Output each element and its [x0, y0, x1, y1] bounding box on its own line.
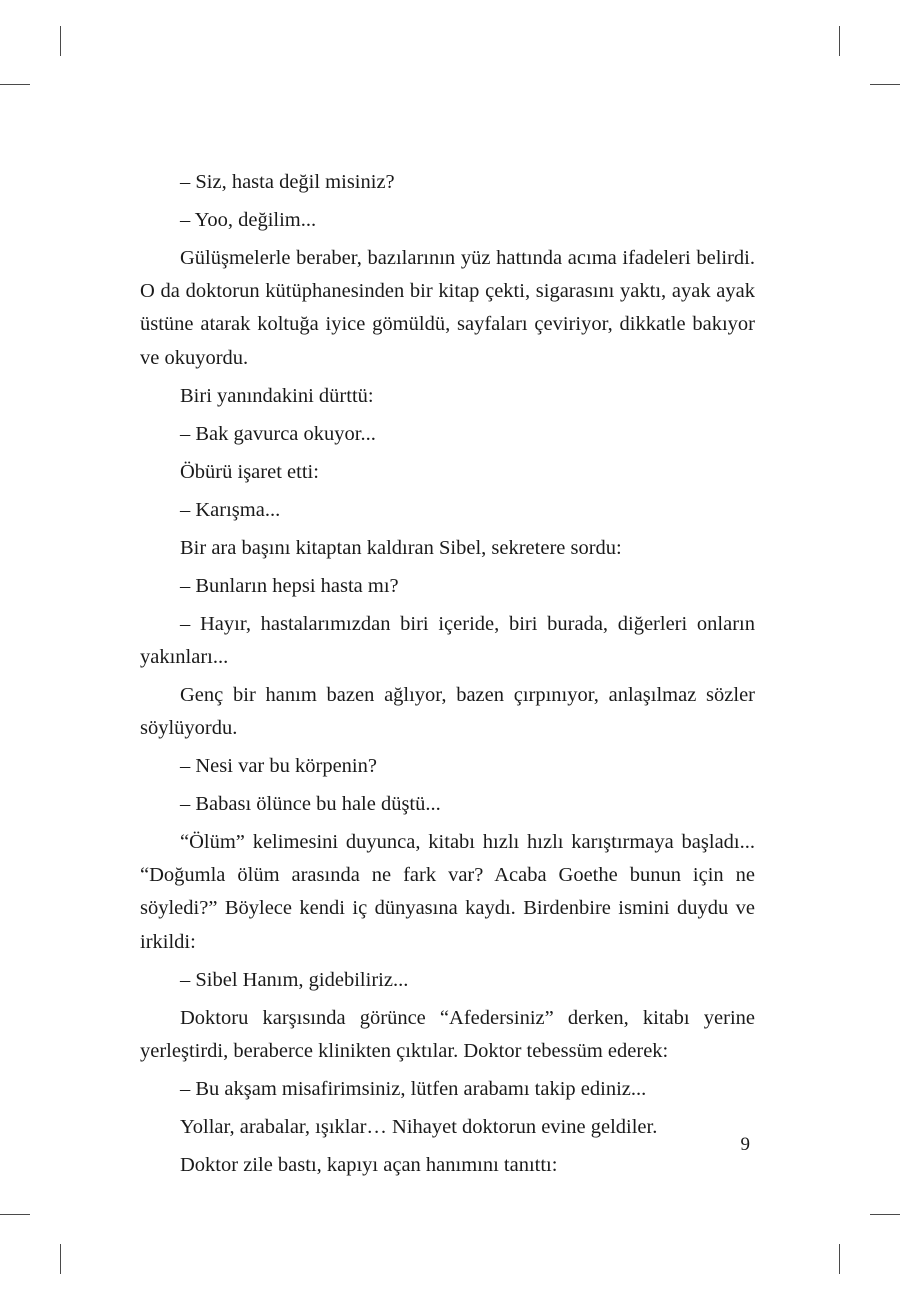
- narrative-paragraph: Yollar, arabalar, ışıklar… Nihayet doktorun evine geldiler.: [180, 1115, 658, 1138]
- narrative-paragraph: Bir ara başını kitaptan kaldıran Sibel, sekretere sordu:: [180, 536, 622, 559]
- crop-mark-bottom-right-vertical: [839, 1244, 840, 1274]
- narrative-paragraph: Gülüşmelerle beraber, bazılarının yüz hattında acıma ifadeleri belirdi. O da doktorun kütüphanesinden bir kitap çekti, sigarasını yaktı, ayak ayak üstüne atarak koltuğa iyice gömüldü, sayfaları çeviriyor, dikkatle bakıyor ve okuyordu.: [140, 247, 755, 369]
- page-body-text: [140, 166, 755, 1187]
- narrative-paragraph: Öbürü işaret etti:: [180, 460, 319, 483]
- narrative-paragraph: – Hayır, hastalarımızdan biri içeride, biri burada, diğerleri onların yakınları...: [140, 612, 755, 668]
- narrative-paragraph: Biri yanındakini dürttü:: [180, 384, 374, 407]
- crop-mark-top-left-horizontal: [0, 84, 30, 85]
- dialogue-line: – Karışma...: [180, 498, 281, 521]
- dialogue-line: – Bak gavurca okuyor...: [180, 422, 376, 445]
- dialogue-line: – Yoo, değilim...: [180, 209, 317, 231]
- narrative-paragraph: “Ölüm” kelimesini duyunca, kitabı hızlı hızlı karıştırmaya başladı... “Doğumla ölüm arasında ne fark var? Acaba Goethe bunun için ne söyledi?” Böylece kendi iç dünyasına kaydı. Birdenbire ismini duydu ve irkildi:: [140, 831, 755, 953]
- dialogue-line: – Sibel Hanım, gidebiliriz...: [180, 968, 409, 991]
- crop-mark-bottom-left-horizontal: [0, 1214, 30, 1215]
- dialogue-line: – Siz, hasta değil misiniz?: [180, 171, 395, 193]
- dialogue-line: – Nesi var bu körpenin?: [180, 755, 377, 778]
- dialogue-line: – Bu akşam misafirimsiniz, lütfen arabamı takip ediniz...: [180, 1077, 647, 1100]
- page-number: 9: [740, 1134, 750, 1155]
- crop-mark-bottom-left-vertical: [60, 1244, 61, 1274]
- crop-mark-top-left-vertical: [60, 26, 61, 56]
- narrative-paragraph: Doktoru karşısında görünce “Afedersiniz” derken, kitabı yerine yerleştirdi, beraberce klinikten çıktılar. Doktor tebessüm ederek:: [140, 1006, 755, 1062]
- crop-mark-bottom-right-horizontal: [870, 1214, 900, 1215]
- crop-mark-top-right-horizontal: [870, 84, 900, 85]
- narrative-paragraph: Genç bir hanım bazen ağlıyor, bazen çırpınıyor, anlaşılmaz sözler söylüyordu.: [140, 683, 755, 740]
- narrative-paragraph: Doktor zile bastı, kapıyı açan hanımını tanıttı:: [180, 1153, 558, 1176]
- crop-mark-top-right-vertical: [839, 26, 840, 56]
- dialogue-line: – Babası ölünce bu hale düştü...: [180, 793, 441, 816]
- dialogue-line: – Bunların hepsi hasta mı?: [180, 574, 399, 597]
